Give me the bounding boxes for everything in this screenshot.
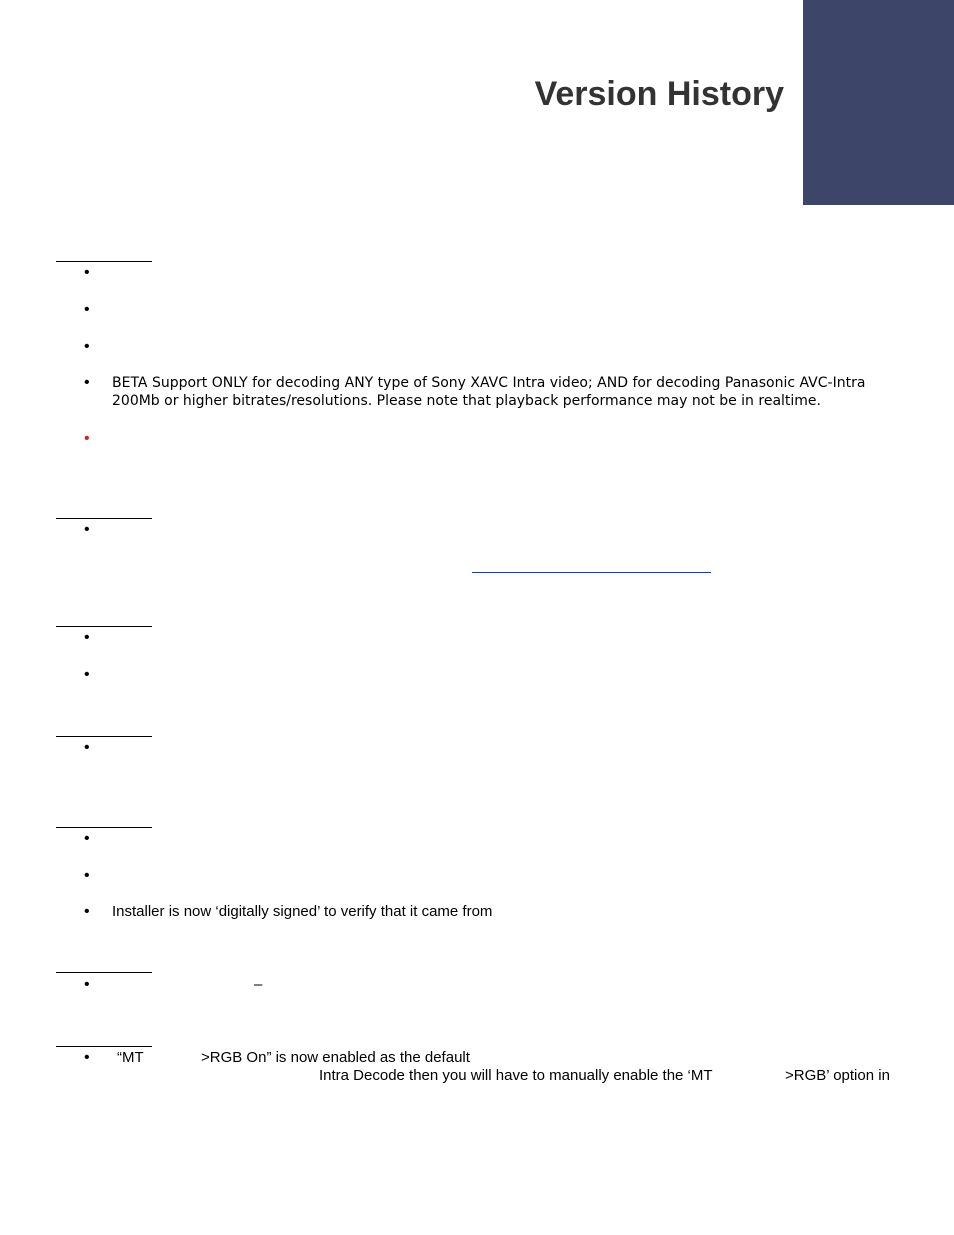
intra-decode-fragment-1: Intra Decode then you will have to manually enable the ‘MT xyxy=(319,1067,713,1084)
mt-rgb-fragment-2: >RGB On” is now enabled as the default xyxy=(201,1049,470,1066)
section-divider xyxy=(56,972,152,973)
list-bullet: • xyxy=(84,338,90,355)
link-underline[interactable] xyxy=(472,572,711,573)
list-bullet: • xyxy=(84,903,90,920)
section-divider xyxy=(56,626,152,627)
list-bullet: • xyxy=(84,867,90,884)
list-bullet: • xyxy=(84,374,90,391)
beta-support-note: BETA Support ONLY for decoding ANY type of Sony XAVC Intra video; AND for decoding Panasonic AVC-Intra 200Mb or higher bitrates/resolutions. Please note that playback performance may not be in realtime. xyxy=(112,375,866,409)
list-bullet: • xyxy=(84,830,90,847)
list-bullet: • xyxy=(84,264,90,281)
list-bullet: • xyxy=(84,666,90,683)
list-bullet-red: • xyxy=(84,430,90,447)
section-divider xyxy=(56,827,152,828)
list-bullet: • xyxy=(84,301,90,318)
section-divider xyxy=(56,1046,152,1047)
list-bullet: • xyxy=(84,1049,90,1066)
installer-signed-note: Installer is now ‘digitally signed’ to verify that it came from xyxy=(112,903,493,920)
section-divider xyxy=(56,518,152,519)
header-corner-block xyxy=(803,0,954,205)
dash-fragment: – xyxy=(254,976,263,993)
section-divider xyxy=(56,261,152,262)
list-bullet: • xyxy=(84,976,90,993)
page-title: Version History xyxy=(534,75,784,113)
list-bullet: • xyxy=(84,521,90,538)
intra-decode-fragment-2: >RGB’ option in xyxy=(785,1067,890,1084)
mt-rgb-fragment-1: “MT xyxy=(117,1049,144,1066)
list-bullet: • xyxy=(84,629,90,646)
list-bullet: • xyxy=(84,739,90,756)
section-divider xyxy=(56,736,152,737)
